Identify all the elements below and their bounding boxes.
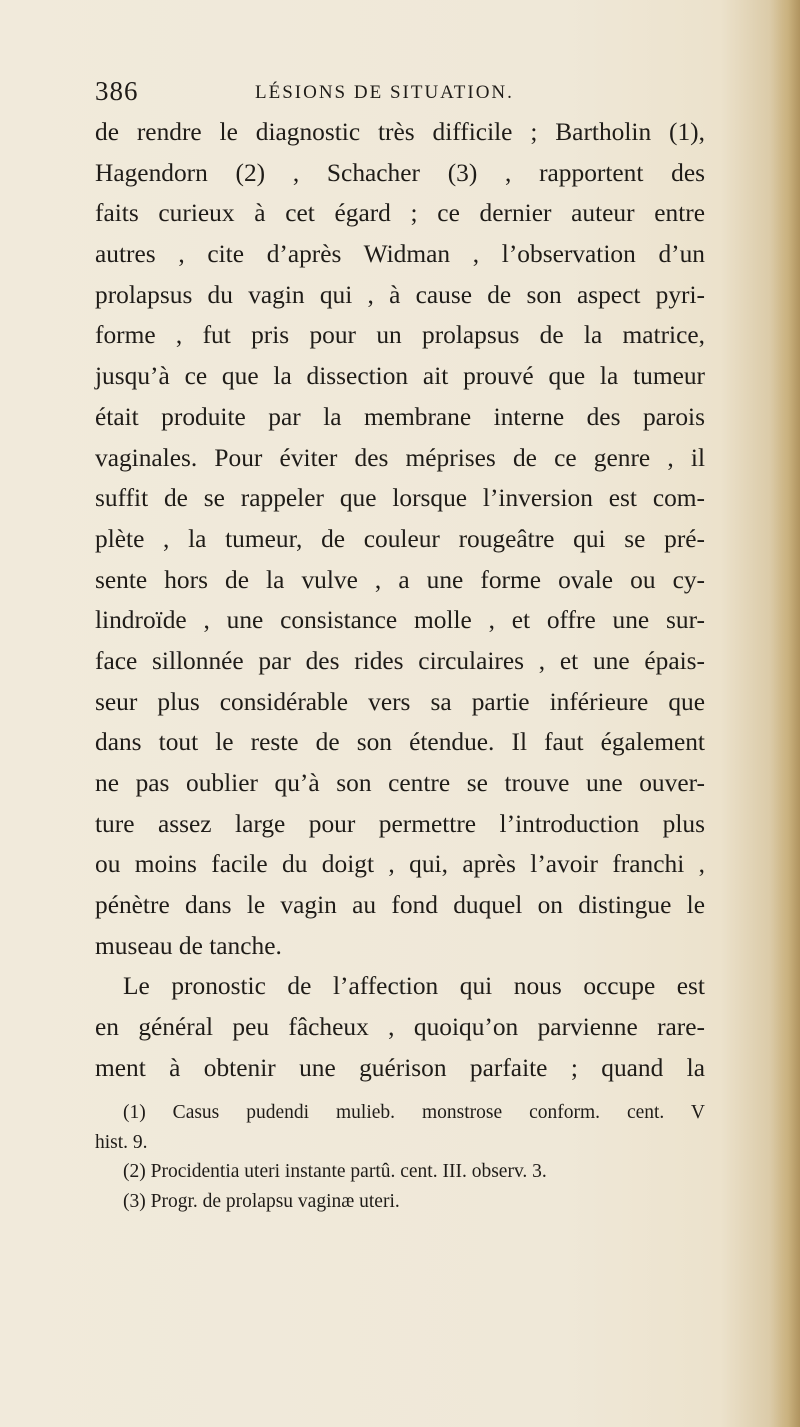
text-line: faits curieux à cet égard ; ce dernier auteur entre [95, 199, 705, 228]
text-line: Le pronostic de l’affection qui nous occupe est [123, 972, 705, 1001]
text-line: plète , la tumeur, de couleur rougeâtre qui se pré- [95, 524, 705, 553]
text-line: autres , cite d’après Widman , l’observation d’un [95, 240, 705, 269]
page-header [95, 76, 695, 110]
footnote: (3) Progr. de prolapsu vaginæ uteri. [123, 1190, 400, 1212]
text-line: ment à obtenir une guérison parfaite ; quand la [95, 1053, 705, 1082]
text-line: seur plus considérable vers sa partie inférieure que [95, 687, 705, 716]
text-line: dans tout le reste de son étendue. Il faut également [95, 728, 705, 757]
body-text [95, 112, 705, 1089]
text-line: lindroïde , une consistance molle , et offre une sur- [95, 606, 705, 635]
text-line: face sillonnée par des rides circulaires , et une épais- [95, 646, 705, 675]
text-line: de rendre le diagnostic très difficile ; Bartholin (1), [95, 118, 705, 146]
footnote: (1) Casus pudendi mulieb. monstrose conform. cent. V [123, 1102, 705, 1123]
text-line: forme , fut pris pour un prolapsus de la matrice, [95, 321, 705, 350]
text-line: suffit de se rappeler que lorsque l’inversion est com- [95, 484, 705, 513]
text-line: ture assez large pour permettre l’introduction plus [95, 809, 705, 838]
text-line: sente hors de la vulve , a une forme ovale ou cy- [95, 565, 705, 594]
text-line: jusqu’à ce que la dissection ait prouvé que la tumeur [95, 362, 705, 391]
page-number: 386 [95, 76, 139, 106]
text-line: ou moins facile du doigt , qui, après l’avoir franchi , [95, 850, 705, 879]
text-line: ne pas oublier qu’à son centre se trouve une ouver- [95, 769, 705, 797]
text-line: en général peu fâcheux , quoiqu’on parvienne rare- [95, 1013, 705, 1042]
footnote: hist. 9. [95, 1131, 148, 1153]
text-line: était produite par la membrane interne des parois [95, 402, 705, 431]
page-edge-shadow [770, 0, 800, 1427]
text-line: Hagendorn (2) , Schacher (3) , rapportent des [95, 158, 705, 187]
footnotes [95, 1098, 705, 1216]
text-line: pénètre dans le vagin au fond duquel on distingue le [95, 891, 705, 920]
text-line: prolapsus du vagin qui , à cause de son aspect pyri- [95, 280, 705, 309]
text-line: museau de tanche. [95, 931, 282, 960]
text-line: vaginales. Pour éviter des méprises de ce genre , il [95, 443, 705, 472]
running-head: LÉSIONS DE SITUATION. [255, 82, 514, 103]
footnote: (2) Procidentia uteri instante partû. cent. III. observ. 3. [123, 1161, 547, 1182]
